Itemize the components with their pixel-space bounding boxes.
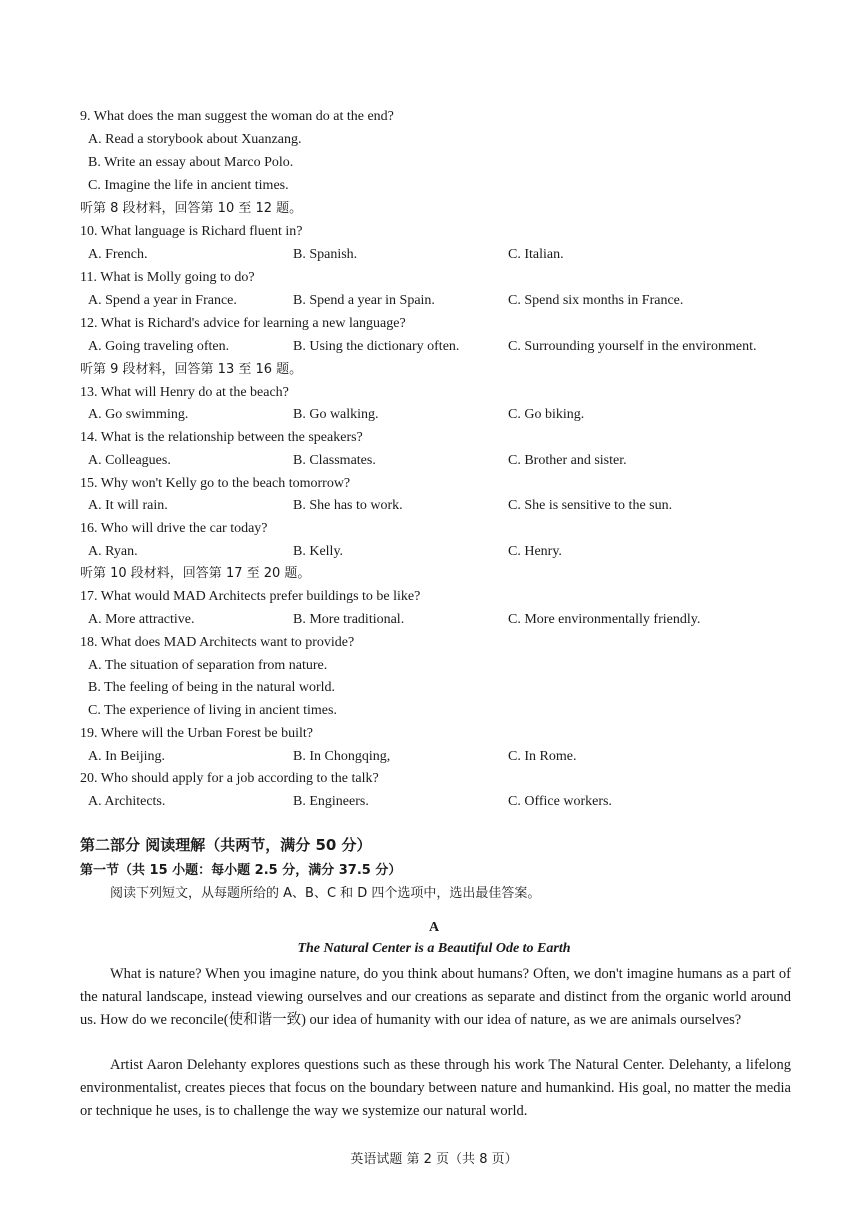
question-14: 14. What is the relationship between the speakers? (80, 430, 363, 445)
q12-option-b: B. Using the dictionary often. (293, 339, 460, 354)
q13-option-c: C. Go biking. (508, 407, 585, 422)
q19-option-c: C. In Rome. (508, 749, 577, 764)
q16-option-b: B. Kelly. (293, 544, 344, 559)
question-15: 15. Why won't Kelly go to the beach tomorrow? (80, 476, 351, 491)
q15-option-a: A. It will rain. (88, 498, 168, 513)
q16-option-c: C. Henry. (508, 544, 562, 559)
q11-option-a: A. Spend a year in France. (88, 293, 237, 308)
q14-option-b: B. Classmates. (293, 453, 376, 468)
question-18: 18. What does MAD Architects want to provide? (80, 635, 355, 650)
q15-option-c: C. She is sensitive to the sun. (508, 498, 673, 513)
q20-option-c: C. Office workers. (508, 794, 612, 809)
section-intro-8: 听第 8 段材料，回答第 10 至 12 题。 (80, 201, 303, 216)
q10-option-b: B. Spanish. (293, 247, 358, 262)
question-13: 13. What will Henry do at the beach? (80, 385, 289, 400)
section-intro-9: 听第 9 段材料，回答第 13 至 16 题。 (80, 362, 303, 377)
q13-option-b: B. Go walking. (293, 407, 379, 422)
q17-option-c: C. More environmentally friendly. (508, 612, 701, 627)
q14-option-c: C. Brother and sister. (508, 453, 627, 468)
question-10: 10. What language is Richard fluent in? (80, 224, 303, 239)
q16-option-a: A. Ryan. (88, 544, 138, 559)
q17-option-a: A. More attractive. (88, 612, 195, 627)
reading-instruction: 阅读下列短文，从每题所给的 A、B、C 和 D 四个选项中，选出最佳答案。 (110, 886, 541, 901)
question-17: 17. What would MAD Architects prefer buildings to be like? (80, 589, 421, 604)
q15-option-b: B. She has to work. (293, 498, 403, 513)
section-one-heading: 第一节（共 15 小题：每小题 2.5 分，满分 37.5 分） (80, 863, 402, 878)
q20-option-a: A. Architects. (88, 794, 166, 809)
question-11: 11. What is Molly going to do? (80, 270, 255, 285)
q19-option-b: B. In Chongqing, (293, 749, 391, 764)
q9-option-c: C. Imagine the life in ancient times. (88, 178, 289, 193)
passage-title: The Natural Center is a Beautiful Ode to Earth (297, 941, 571, 956)
question-12: 12. What is Richard's advice for learning a new language? (80, 316, 406, 331)
passage-letter: A (428, 920, 440, 935)
q10-option-a: A. French. (88, 247, 148, 262)
section-intro-10: 听第 10 段材料，回答第 17 至 20 题。 (80, 566, 311, 581)
q9-option-a: A. Read a storybook about Xuanzang. (88, 132, 302, 147)
q12-option-a: A. Going traveling often. (88, 339, 230, 354)
q9-option-b: B. Write an essay about Marco Polo. (88, 155, 294, 170)
question-9: 9. What does the man suggest the woman do at the end? (80, 109, 394, 124)
q12-option-c: C. Surrounding yourself in the environment. (508, 339, 757, 354)
question-19: 19. Where will the Urban Forest be built? (80, 726, 314, 741)
q17-option-b: B. More traditional. (293, 612, 405, 627)
q11-option-b: B. Spend a year in Spain. (293, 293, 435, 308)
passage-paragraph-1: What is nature? When you imagine nature, do you think about humans? Often, we don't imagine humans as a part of the natural landscape, instead viewing ourselves and our creations as separate and distinct from the organic world around us. How do we reconcile(使和谐一致) our idea of humanity with our idea of nature, as we are animals ourselves? (80, 966, 791, 1028)
question-20: 20. Who should apply for a job according to the talk? (80, 771, 379, 786)
q13-option-a: A. Go swimming. (88, 407, 189, 422)
q19-option-a: A. In Beijing. (88, 749, 165, 764)
passage-paragraph-2: Artist Aaron Delehanty explores questions such as these through his work The Natural Center. Delehanty, a lifelong environmentalist, creates pieces that focus on the boundary between nature and humankind. His goal, no matter the media or technique he uses, is to challenge the way we systemize our natural world. (80, 1057, 791, 1119)
q20-option-b: B. Engineers. (293, 794, 369, 809)
q10-option-c: C. Italian. (508, 247, 564, 262)
question-16: 16. Who will drive the car today? (80, 521, 268, 536)
q18-option-b: B. The feeling of being in the natural world. (88, 680, 336, 695)
part-two-heading: 第二部分 阅读理解（共两节，满分 50 分） (80, 836, 372, 854)
page-footer: 英语试题 第 2 页（共 8 页） (350, 1152, 518, 1167)
q14-option-a: A. Colleagues. (88, 453, 171, 468)
q11-option-c: C. Spend six months in France. (508, 293, 684, 308)
q18-option-a: A. The situation of separation from nature. (88, 658, 328, 673)
q18-option-c: C. The experience of living in ancient times. (88, 703, 337, 718)
